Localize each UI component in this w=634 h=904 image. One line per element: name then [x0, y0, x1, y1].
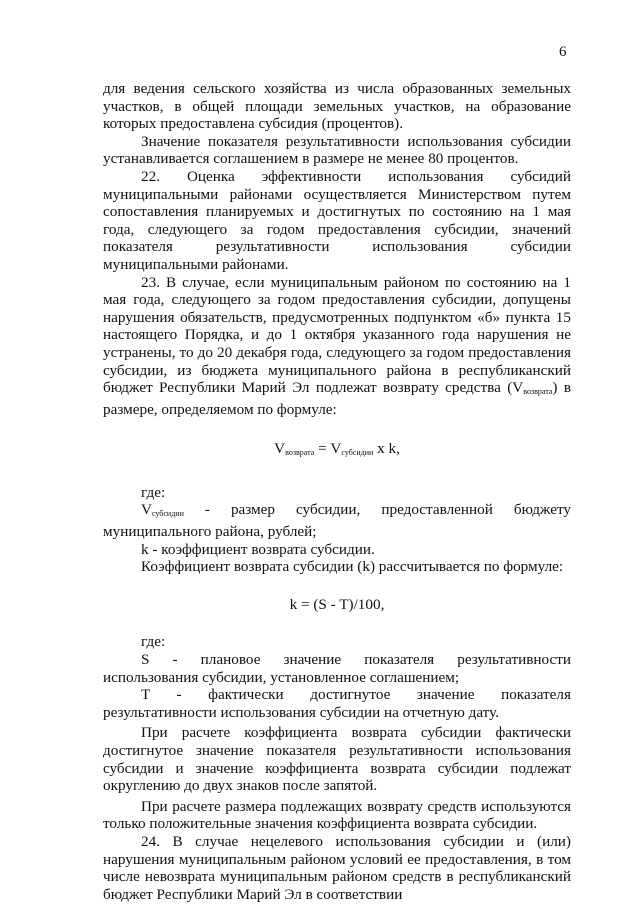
paragraph-22: 22. Оценка эффективности использования субсидий муниципальными районами осуществляется Министерством путем сопоставления планируемых и достигнутых по состоянию на 1 мая года, следующего за годом предоставления субсидии, значений показателя результативности использования субсидии муниципальными районами.	[103, 167, 571, 273]
def-sub-subsidii: субсидии	[151, 509, 184, 519]
paragraph-indicator-value: Значение показателя результативности использования субсидии устанавливается соглашением в размере не менее 80 процентов.	[103, 132, 571, 168]
definition-t: T - фактически достигнутое значение показателя результативности использования субсидии на отчетную дату.	[103, 686, 571, 721]
formula-eq: = V	[314, 440, 342, 458]
formula-sub-subsidii: субсидии	[341, 448, 374, 458]
where-label-1: где:	[141, 483, 166, 501]
formula-tail: x k,	[373, 440, 400, 458]
formula-sub-vozvrata: возврата	[285, 448, 315, 458]
def-v-text: - размер субсидии, предоставленной бюджету муниципального района, рублей;	[103, 501, 571, 541]
formula-v: V	[274, 440, 286, 458]
paragraph-rounding: При расчете коэффициента возврата субсидии фактически достигнутое значение показателя результативности использования субсидии и значение коэффициента возврата субсидии подлежат округлению до двух знаков после запятой.	[103, 724, 571, 795]
subscript-vozvrata: возврата	[523, 387, 553, 397]
paragraph-23-tail: ) в размере, определяемом по формуле:	[103, 379, 571, 418]
paragraph-23	[103, 274, 571, 419]
coefficient-intro: Коэффициент возврата субсидии (k) рассчитывается по формуле:	[141, 558, 564, 576]
formula-refund	[103, 440, 571, 462]
definition-k: k - коэффициент возврата субсидии.	[141, 540, 375, 558]
paragraph-continuation: для ведения сельского хозяйства из числа образованных земельных участков, в общей площади земельных участков, на образование которых предоставлена субсидия (процентов).	[103, 80, 571, 133]
formula-k: k = (S - T)/100,	[289, 595, 385, 613]
paragraph-24: 24. В случае нецелевого использования субсидии и (или) нарушения муниципальным районом условий ее предоставления, в том числе невозврата муниципальным районом средств в республиканский бюджет Республики Марий Эл в соответствии	[103, 832, 571, 903]
document-body	[103, 80, 571, 903]
where-label-2: где:	[141, 633, 166, 651]
definition-s: S - плановое значение показателя результативности использования субсидии, установленное соглашением;	[103, 651, 571, 686]
paragraph-positive-values: При расчете размера подлежащих возврату средств используются только положительные значения коэффициента возврата субсидии.	[103, 797, 571, 833]
page-number: 6	[559, 44, 567, 60]
paragraph-23-text: 23. В случае, если муниципальным районом по состоянию на 1 мая года, следующего за годом предоставления субсидии, допущены нарушения обязательств, предусмотренных подпунктом «б» пункта 15 настоящего Порядка, и до 1 октября указанного года нарушения не устранены, то до 20 декабря года, следующего за годом предоставления субсидии, из бюджета муниципального района в республиканский бюджет Республики Марий Эл подлежат возврату средства (V	[103, 273, 571, 397]
definition-v-subsidii	[103, 501, 571, 540]
def-v: V	[141, 501, 152, 519]
